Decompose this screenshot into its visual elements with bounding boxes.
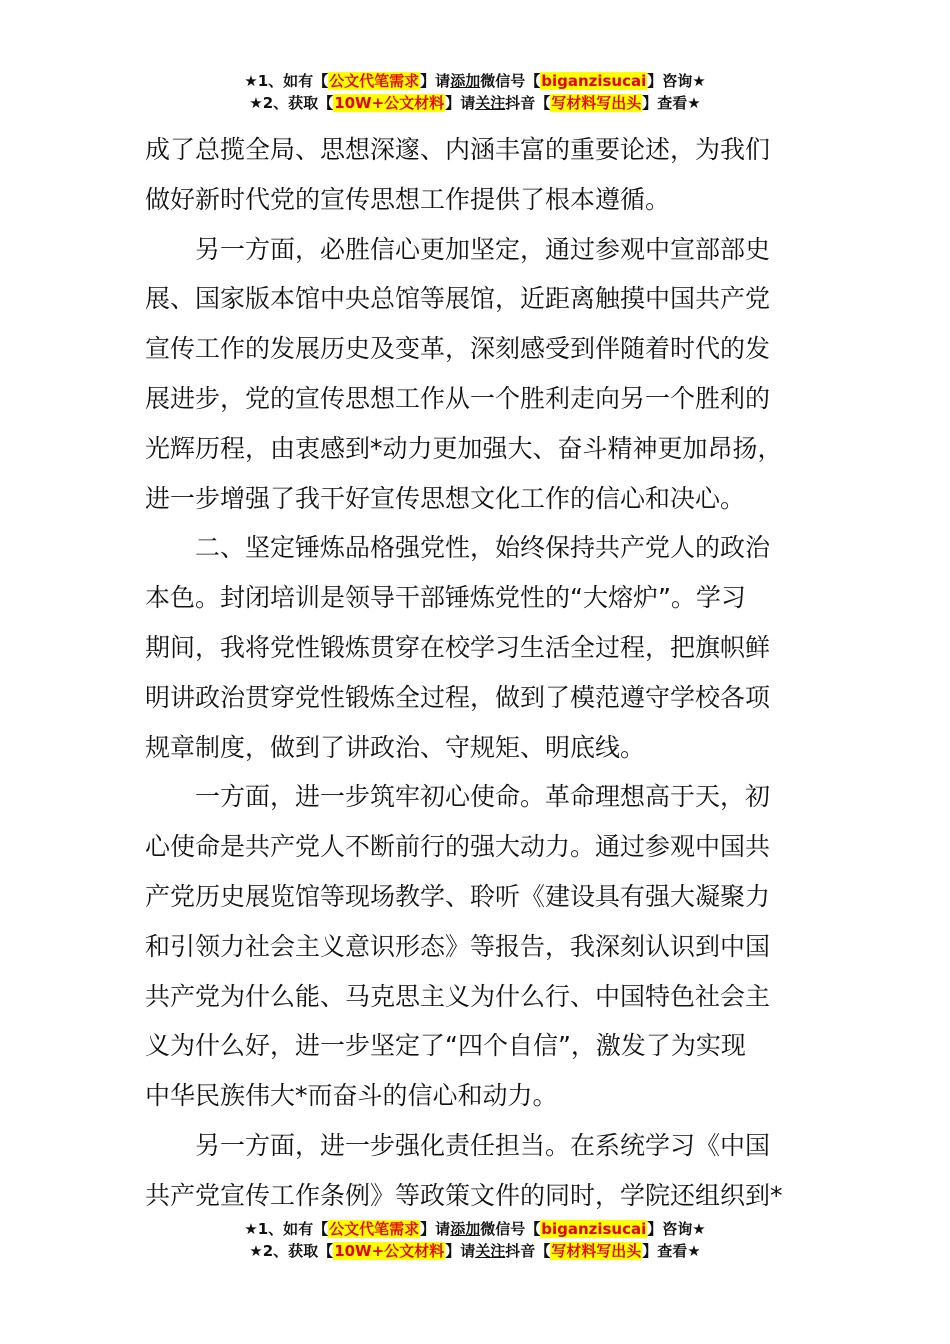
promo-emphasis: 添加 — [450, 1220, 481, 1238]
promo-emphasis: 添加 — [450, 72, 481, 90]
promo-text: 微信号【 — [480, 72, 541, 90]
body-line: 本色。封闭培训是领导干部锤炼党性的“大熔炉”。学习 — [145, 583, 746, 613]
promo-highlight: biganzisucai — [541, 72, 647, 90]
promo-highlight: 10W+公文材料 — [334, 1242, 445, 1260]
body-line: 和引领力社会主义意识形态》等报告，我深刻认识到中国 — [145, 931, 771, 961]
promo-text: 抖音【 — [505, 1242, 551, 1260]
promo-line-2 — [0, 92, 950, 114]
body-line: 展、国家版本馆中央总馆等展馆，近距离触摸中国共产党 — [145, 284, 771, 314]
body-line: 义为什么好，进一步坚定了“四个自信”，激发了为实现 — [145, 1031, 746, 1061]
promo-text: 】咨询★ — [647, 1220, 706, 1238]
body-line: 中华民族伟大*而奋斗的信心和动力。 — [145, 1081, 558, 1111]
promo-text: 抖音【 — [505, 94, 551, 112]
document-body — [145, 125, 795, 1221]
header-promo-banner — [0, 70, 950, 114]
body-line: 规章制度，做到了讲政治、守规矩、明底线。 — [145, 732, 646, 762]
promo-text: ★2、获取【 — [249, 1242, 334, 1260]
promo-highlight: 写材料写出头 — [551, 1242, 642, 1260]
promo-line-1 — [0, 1218, 950, 1240]
promo-text: 】咨询★ — [647, 72, 706, 90]
promo-emphasis: 关注 — [475, 94, 506, 112]
promo-highlight: 写材料写出头 — [551, 94, 642, 112]
promo-text: 】请 — [445, 1242, 476, 1260]
body-line: 产党历史展览馆等现场教学、聆听《建设具有强大凝聚力 — [145, 881, 771, 911]
promo-line-2 — [0, 1240, 950, 1262]
promo-text: ★1、如有【 — [244, 72, 329, 90]
body-line: 明讲政治贯穿党性锻炼全过程，做到了模范遵守学校各项 — [145, 682, 771, 712]
paragraph-start-line: 另一方面，必胜信心更加坚定，通过参观中宣部部史 — [195, 234, 771, 264]
promo-highlight: biganzisucai — [541, 1220, 647, 1238]
body-line: 成了总揽全局、思想深邃、内涵丰富的重要论述，为我们 — [145, 135, 771, 164]
promo-highlight: 公文代笔需求 — [329, 1220, 420, 1238]
promo-line-1 — [0, 70, 950, 92]
promo-emphasis: 关注 — [475, 1242, 506, 1260]
body-line: 光辉历程，由衷感到*动力更加强大、奋斗精神更加昂扬， — [145, 433, 783, 463]
promo-highlight: 10W+公文材料 — [334, 94, 445, 112]
section-heading-line: 二、坚定锤炼品格强党性，始终保持共产党人的政治 — [195, 533, 771, 563]
promo-text: ★1、如有【 — [244, 1220, 329, 1238]
body-line: 进一步增强了我干好宣传思想文化工作的信心和决心。 — [145, 483, 746, 513]
promo-text: 】查看★ — [642, 94, 701, 112]
promo-text: 微信号【 — [480, 1220, 541, 1238]
body-line: 期间，我将党性锻炼贯穿在校学习生活全过程，把旗帜鲜 — [145, 632, 771, 662]
body-line: 展进步，党的宣传思想工作从一个胜利走向另一个胜利的 — [145, 383, 771, 413]
body-line: 共产党为什么能、马克思主义为什么行、中国特色社会主 — [145, 981, 771, 1011]
promo-text: 】查看★ — [642, 1242, 701, 1260]
paragraph-start-line: 一方面，进一步筑牢初心使命。革命理想高于天，初 — [195, 782, 771, 812]
promo-text: 】请 — [420, 72, 451, 90]
body-line: 共产党宣传工作条例》等政策文件的同时，学院还组织到* — [145, 1180, 783, 1210]
body-line: 宣传工作的发展历史及变革，深刻感受到伴随着时代的发 — [145, 334, 771, 364]
body-line: 做好新时代党的宣传思想工作提供了根本遵循。 — [145, 184, 671, 214]
paragraph-start-line: 另一方面，进一步强化责任担当。在系统学习《中国 — [195, 1130, 771, 1160]
promo-text: 】请 — [420, 1220, 451, 1238]
promo-text: 】请 — [445, 94, 476, 112]
promo-highlight: 公文代笔需求 — [329, 72, 420, 90]
body-line: 心使命是共产党人不断前行的强大动力。通过参观中国共 — [145, 832, 771, 862]
promo-text: ★2、获取【 — [249, 94, 334, 112]
footer-promo-banner — [0, 1218, 950, 1262]
